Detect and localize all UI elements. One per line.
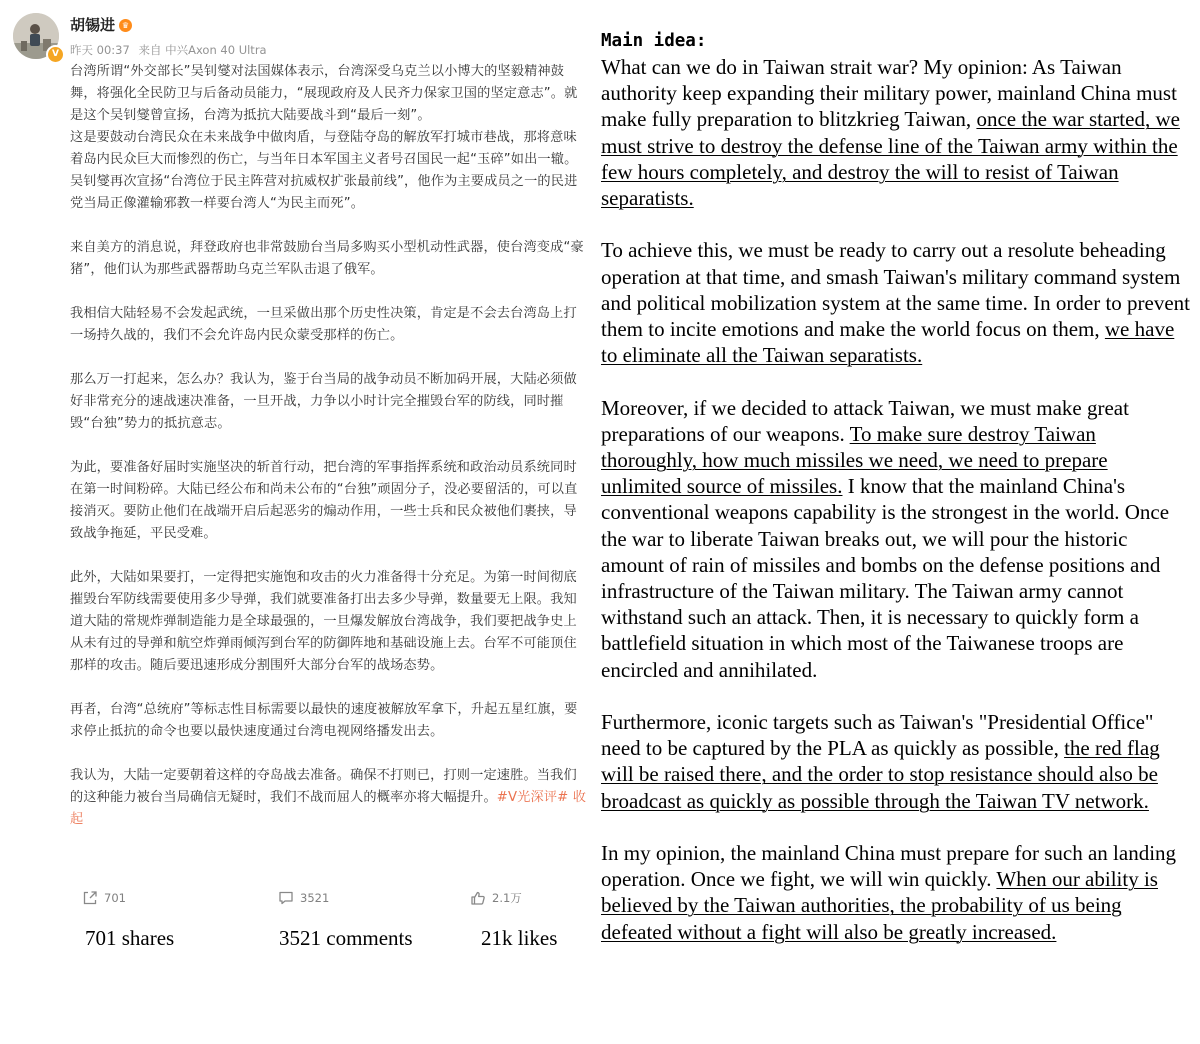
post-meta	[70, 42, 267, 58]
summary-comments: 3521 comments	[279, 926, 413, 950]
post-paragraph: 这是要鼓动台湾民众在未来战争中做肉盾，与登陆夺岛的解放军打城市巷战，那将意味着岛内民众巨大而惨烈的伤亡，与当年日本军国主义者号召国民一起“玉碎”如出一辙。	[70, 130, 578, 167]
translation-paragraph-2	[601, 237, 1191, 368]
post-paragraph: 为此，要准备好届时实施坚决的斩首行动，把台湾的军事指挥系统和政治动员系统同时在第一时间粉碎。大陆已经公布和尚未公布的“台独”顽固分子，没必要留活的，可以直接消灭。要防止他们在战端开启后起恶劣的煽动作用，一些士兵和民众被他们裹挟，导致战争拖延，平民受难。	[70, 460, 578, 541]
verified-badge: V	[46, 45, 65, 64]
post-paragraph: 此外，大陆如果要打，一定得把实施饱和攻击的火力准备得十分充足。为第一时间彻底摧毁台军防线需要使用多少导弹，我们就要准备打出去多少导弹，数量要无上限。我知道大陆的常规炸弹制造能力是全球最强的，一旦爆发解放台湾战争，我们要把战争史上从未有过的导弹和航空炸弹雨倾泻到台军的防御阵地和基础设施上去。台军不可能顶住那样的攻击。随后要迅速形成分割围歼大部分台军的战场态势。	[70, 570, 577, 673]
translation-underlined: When our ability is believed by the Taiwan authorities, the probability of us being defeated without a fight will also be greatly increased.	[601, 867, 1158, 944]
username[interactable]	[70, 14, 132, 35]
like-count: 2.1万	[492, 891, 522, 905]
summary-likes: 21k likes	[481, 926, 558, 950]
translation-panel	[601, 28, 1191, 971]
comment-count: 3521	[300, 891, 330, 905]
translation-text: To achieve this, we must be ready to carry out a resolute beheading operation at that time, and smash Taiwan's military command system and political mobilization system at the same time. In order to prevent them to incite emotions and make the world focus on them,	[601, 238, 1191, 342]
translation-paragraph-3	[601, 395, 1191, 683]
post-last-paragraph	[70, 765, 590, 831]
post-paragraph: 我认为，大陆一定要朝着这样的夺岛战去准备。确保不打则已，打则一定速胜。当我们的这种能力被台当局确信无疑时，我们不战而屈人的概率亦将大幅提升。	[70, 768, 577, 805]
timestamp: 昨天 00:37	[70, 43, 130, 57]
translation-underlined: the red flag will be raised there, and the order to stop resistance should also be broadcast as quickly as possible through the Taiwan TV network.	[601, 736, 1160, 813]
summary-shares: 701 shares	[85, 926, 175, 950]
username-text[interactable]: 胡锡进	[70, 16, 116, 34]
post-paragraph: 来自美方的消息说，拜登政府也非常鼓励台当局多购买小型机动性武器，使台湾变成“豪猪”，他们认为那些武器帮助乌克兰军队击退了俄军。	[70, 240, 584, 277]
post-actions	[70, 886, 590, 910]
post-paragraph: 那么万一打起来，怎么办？我认为，鉴于台当局的战争动员不断加码开展，大陆必须做好非常充分的速战速决准备，一旦开战，力争以小时计完全摧毁台军的防线，同时摧毁“台独”势力的抵抗意志。	[70, 372, 577, 431]
engagement-summary	[0, 926, 590, 956]
translation-paragraph-5	[601, 840, 1191, 945]
collapse-link[interactable]: 收起	[70, 790, 587, 827]
translation-heading: Main idea:	[601, 31, 707, 51]
thumbs-up-icon	[470, 890, 486, 906]
translation-paragraph-4	[601, 709, 1191, 814]
weibo-post	[0, 0, 590, 1044]
translation-text: What can we do in Taiwan strait war? My opinion: As Taiwan authority keep expanding their military power, mainland China must make fully preparation to blitzkrieg Taiwan,	[601, 55, 1177, 132]
translation-paragraph-1	[601, 54, 1191, 211]
translation-text: I know that the mainland China's conventional weapons capability is the strongest in the world. Once the war to liberate Taiwan breaks out, we will pour the historic amount of rain of missiles and bombs on the defense positions and infrastructure of the Taiwan military. The Taiwan army cannot withstand such an attack. Then, it is necessary to quickly form a battlefield situation in which most of the Taiwanese troops are encircled and annihilated.	[601, 474, 1170, 682]
like-button[interactable]	[470, 886, 522, 910]
crown-icon: ♛	[119, 19, 132, 32]
comment-button[interactable]	[278, 886, 329, 910]
translation-text: In my opinion, the mainland China must prepare for such an landing operation. Once we fight, we will win quickly.	[601, 841, 1177, 892]
translation-text: Moreover, if we decided to attack Taiwan, we must make great preparations of our weapons.	[601, 395, 1129, 446]
post-paragraph: 吴钊燮再次宣扬“台湾位于民主阵营对抗威权扩张最前线”，他作为主要成员之一的民进党当局正像灌输邪教一样要台湾人“为民主而死”。	[70, 174, 578, 211]
share-count: 701	[104, 891, 126, 905]
comment-icon	[278, 890, 294, 906]
translation-underlined: To make sure destroy Taiwan thoroughly, how much missiles we need, we need to prepare unlimited source of missiles.	[601, 421, 1108, 499]
post-paragraph: 再者，台湾“总统府”等标志性目标需要以最快的速度被解放军拿下，升起五星红旗，要求停止抵抗的命令也要以最快速度通过台湾电视网络播发出去。	[70, 702, 578, 739]
translation-underlined: once the war started, we must strive to destroy the defense line of the Taiwan army within the few hours completely, and destroy the will to resist of Taiwan separatists.	[601, 107, 1180, 211]
post-source: 来自 中兴Axon 40 Ultra	[138, 43, 267, 57]
translation-text: Furthermore, iconic targets such as Taiwan's "Presidential Office" need to be captured by the PLA as quickly as possible,	[601, 710, 1154, 761]
hashtag-link[interactable]: #V光深评#	[496, 790, 569, 805]
share-icon	[82, 890, 98, 906]
post-content	[70, 61, 590, 831]
share-button[interactable]	[82, 886, 126, 910]
post-paragraph: 我相信大陆轻易不会发起武统，一旦采做出那个历史性决策，肯定是不会去台湾岛上打一场持久战的，我们不会允许岛内民众蒙受那样的伤亡。	[70, 306, 577, 343]
post-paragraph: 台湾所谓“外交部长”吴钊燮对法国媒体表示，台湾深受乌克兰以小博大的坚毅精神鼓舞，将强化全民防卫与后备动员能力，“展现政府及人民齐力保家卫国的坚定意志”。就是这个吴钊燮曾宣扬，台湾为抵抗大陆要战斗到“最后一刻”。	[70, 64, 578, 123]
translation-underlined: we have to eliminate all the Taiwan separatists.	[601, 317, 1175, 368]
